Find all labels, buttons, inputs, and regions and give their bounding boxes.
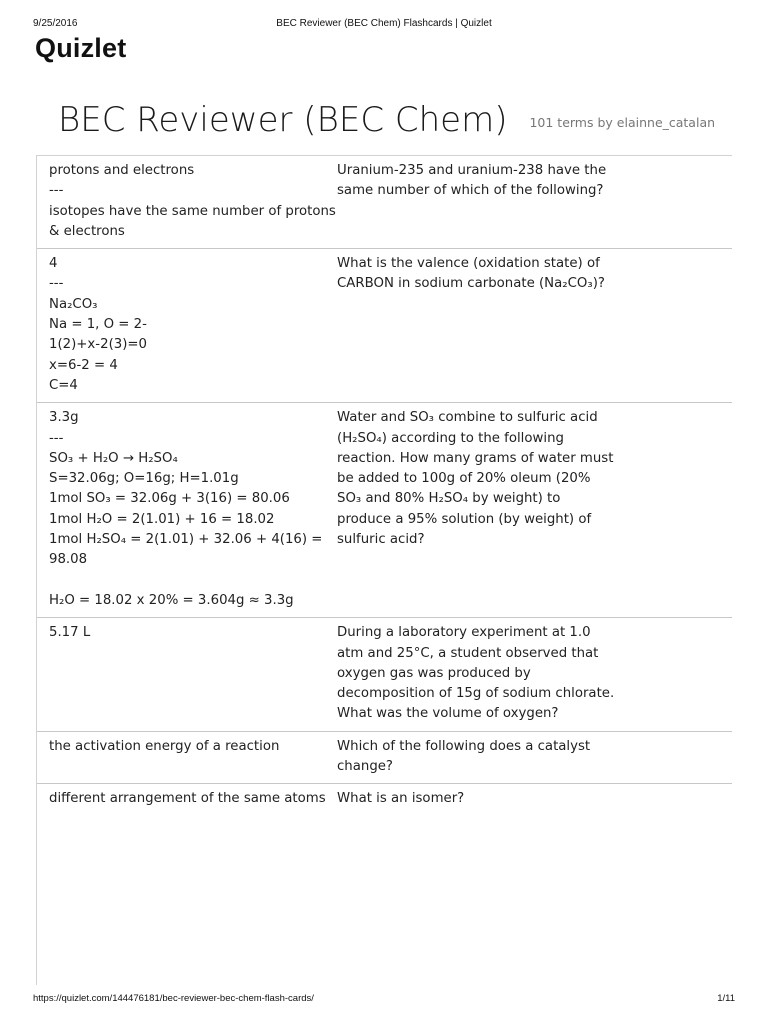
card-term: 4 --- Na₂CO₃ Na = 1, O = 2- 1(2)+x-2(3)=0 x=6-2 = 4 C=4 [49, 256, 147, 393]
card-definition: Uranium-235 and uranium-238 have the same number of which of the following? [337, 163, 607, 199]
card-term: 3.3g --- SO₃ + H₂O → H₂SO₄ S=32.06g; O=16g; H=1.01g 1mol SO₃ = 32.06g + 3(16) = 80.06 1mol H₂O = 2(1.01) + 16 = 18.02 1mol H₂SO₄ = 2(1.01) + 32.06 + 4(16) = 98.08 H₂O = 18.02 x 20% = 3.604g ≈ 3.3g [49, 410, 323, 608]
flashcard-row [37, 618, 732, 731]
card-definition: What is the valence (oxidation state) of CARBON in sodium carbonate (Na₂CO₃)? [337, 256, 605, 292]
author-link[interactable]: elainne_catalan [616, 115, 716, 130]
card-term: different arrangement of the same atoms [49, 791, 326, 807]
print-footer [33, 993, 735, 1007]
flashcard-row [37, 784, 732, 815]
set-meta [529, 115, 715, 130]
flashcard-row [37, 403, 732, 618]
card-definition: Which of the following does a catalyst change? [337, 738, 591, 775]
print-date: 9/25/2016 [33, 18, 78, 29]
term-count: 101 terms by [529, 115, 613, 130]
print-header [33, 18, 735, 32]
flashcard-row [37, 732, 732, 785]
card-definition: During a laboratory experiment at 1.0 atm and 25°C, a student observed that oxygen gas was produced by decomposition of 15g of sodium chlorate. What was the volume of oxygen? [337, 625, 615, 722]
page-url[interactable]: https://quizlet.com/144476181/bec-reviewer-bec-chem-flash-cards/ [33, 993, 314, 1004]
set-title: BEC Reviewer (BEC Chem) [58, 100, 508, 140]
flashcard-row [37, 156, 732, 249]
page-number: 1/11 [717, 993, 735, 1004]
card-term: 5.17 L [49, 625, 91, 641]
quizlet-logo[interactable]: Quizlet [35, 33, 127, 63]
flashcard-row [37, 249, 732, 403]
card-term: the activation energy of a reaction [49, 738, 280, 754]
card-term: protons and electrons --- isotopes have the same number of protons & electrons [49, 163, 336, 239]
card-definition: What is an isomer? [337, 791, 465, 807]
set-header [58, 100, 715, 140]
print-page-title: BEC Reviewer (BEC Chem) Flashcards | Quizlet [276, 18, 492, 29]
card-definition: Water and SO₃ combine to sulfuric acid (H₂SO₄) according to the following reaction. How many grams of water must be added to 100g of 20% oleum (20% SO₃ and 80% H₂SO₄ by weight) to produce a 95% solution (by weight) of sulfuric acid? [337, 410, 614, 548]
flashcard-list [36, 155, 732, 985]
